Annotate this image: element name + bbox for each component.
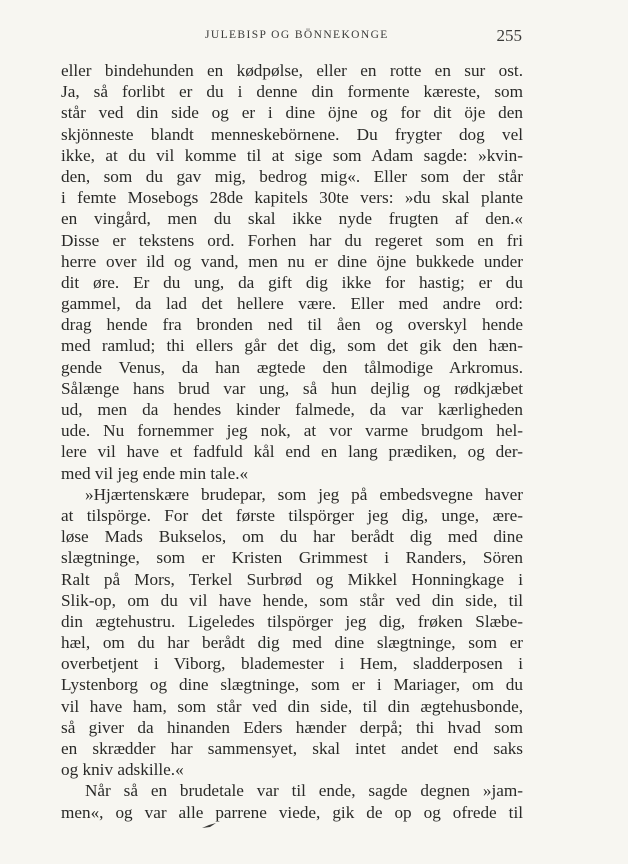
text-line: Sålænge hans brud var ung, så hun dejlig og rødkjæbet [61,378,523,398]
body-text [61,60,523,823]
text-line: med ramlud; thi ellers går det dig, som det gik den hæn- [61,336,523,356]
text-line: eller bindehunden en kødpølse, eller en rotte en sur ost. [61,61,523,80]
running-title: JULEBISP OG BÖNNEKONGE [205,29,389,41]
text-line: den, som du gav mig, bedrog mig«. Eller som der står [61,166,523,186]
text-line: Lystenborg og dine slægtninge, som er i Mariager, om du [61,675,523,695]
text-line: i femte Mosebogs 28de kapitels 30te vers: »du skal plante [61,188,523,208]
text-line: din ægtehustru. Ligeledes tilspörger jeg dig, frøken Slæbe- [61,611,523,631]
text-line: en skrædder har sammensyet, skal intet andet end saks [61,739,523,758]
page-number: 255 [496,26,522,45]
text-line: herre over ild og vand, men nu er dine öjne bukkede under [61,251,523,271]
text-line: slægtninge, som er Kristen Grimmest i Randers, Sören [61,548,523,568]
text-line: ikke, at du vil komme til at sige som Adam sagde: »kvin- [61,145,523,165]
text-line: at tilspörge. For det første tilspörger jeg dig, unge, ære- [61,505,523,525]
text-line: en vingård, men du skal ikke nyde frugten af den.« [61,209,523,229]
text-line: hæl, om du har berådt dig med dine slægtninge, som er [61,633,523,653]
text-line: gammel, da lad det hellere være. Eller med andre ord: [61,294,523,314]
text-line: drag hende fra bronden ned til åen og overskyl hende [61,315,523,335]
text-line: med vil jeg ende min tale.« [61,463,249,483]
ink-mark [201,822,217,830]
text-line: skjönneste blandt menneskebörnene. Du frygter dog vel [61,124,523,144]
text-line: Når så en brudetale var til ende, sagde degnen »jam- [85,781,523,801]
text-line: dit øre. Er du ung, da gift dig ikke for hastig; er du [61,272,523,292]
text-line: ude. Nu fornemmer jeg nok, at vor varme brudgom hel- [61,421,523,441]
text-line: og kniv adskille.« [61,760,184,780]
text-line: Slik-op, om du vil have hende, som står ved din side, til [61,590,523,610]
text-line: Ja, så forlibt er du i denne din formente kæreste, som [61,82,523,102]
text-line: ud, men da hendes kinder falmede, da var kærligheden [61,400,523,419]
text-line: gende Venus, da han ægtede den tålmodige Arkromus. [61,357,523,377]
text-line: lere vil have et fadfuld kål end en lang prædiken, og der- [61,442,523,462]
text-line: overbetjent i Viborg, blademester i Hem, sladderposen i [61,654,523,674]
text-line: men«, og var alle parrene viede, gik de op og ofrede til [61,802,523,822]
text-line: vil have ham, som står ved din side, til din ægtehusbonde, [61,696,523,716]
text-line: Ralt på Mors, Terkel Surbrød og Mikkel Honningkage i [61,569,523,589]
text-line: Disse er tekstens ord. Forhen har du regeret som en fri [61,230,523,250]
text-line: står ved din side og er i dine öjne og for dit öje den [61,103,523,123]
text-line: »Hjærtenskære brudepar, som jeg på embedsvegne haver [85,484,523,504]
text-line: så giver da hinanden Eders hænder derpå; thi hvad som [61,717,523,737]
text-line: løse Mads Bukselos, om du har berådt dig med dine [61,527,523,547]
running-head [0,26,628,46]
